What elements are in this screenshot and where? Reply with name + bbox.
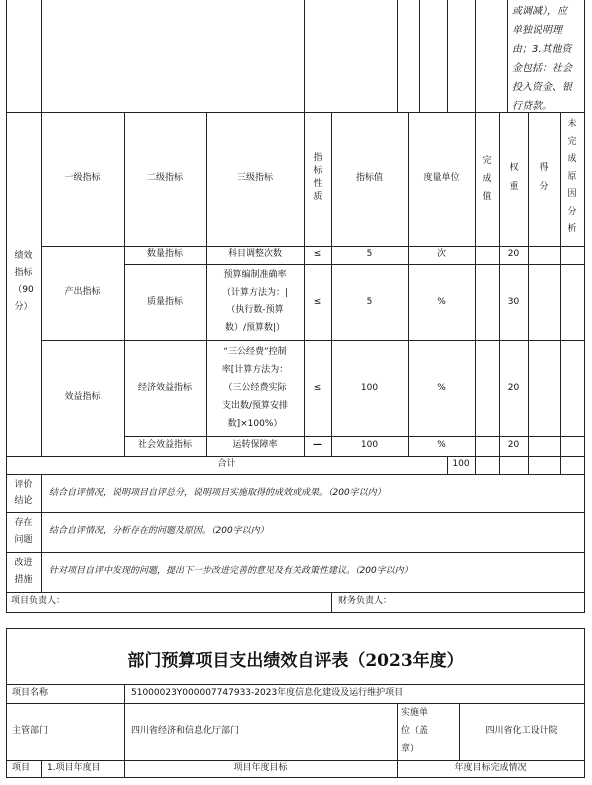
header-reason-char: 未 bbox=[567, 119, 577, 129]
row-nature: ≤ bbox=[313, 249, 322, 259]
row-unit: % bbox=[437, 383, 446, 393]
impl-unit-label bbox=[401, 704, 428, 758]
row-weight: 20 bbox=[507, 249, 520, 259]
finance-owner-label: 财务负责人： bbox=[338, 596, 393, 606]
row-level3-line: 数）/预算数|） bbox=[224, 322, 286, 333]
row-value: 100 bbox=[360, 440, 379, 450]
row-unit: % bbox=[437, 440, 446, 450]
total-weight: 100 bbox=[452, 459, 470, 469]
row-level3 bbox=[206, 267, 304, 337]
header-weight-char: 权 bbox=[509, 163, 519, 173]
row-nature: — bbox=[313, 440, 322, 450]
row-weight: 30 bbox=[507, 297, 520, 307]
impl-unit-value: 四川省化工设计院 bbox=[485, 726, 558, 736]
header-score-char: 分 bbox=[539, 182, 549, 192]
row-level3-line: “三公经费”控制 bbox=[223, 347, 287, 357]
header-level3: 三级指标 bbox=[236, 173, 273, 183]
evaluation-label-line: 结论 bbox=[14, 496, 33, 506]
row-unit: % bbox=[437, 297, 446, 307]
header-nature-char: 标 bbox=[313, 166, 323, 176]
row-level3-line: 支出数/预算安排 bbox=[221, 401, 289, 411]
row-level3-line: （三公经费实际 bbox=[223, 383, 287, 393]
row-value: 100 bbox=[360, 383, 379, 393]
header-done-char: 完 bbox=[482, 156, 492, 166]
row-level3: 科目调整次数 bbox=[227, 249, 282, 259]
row-level2: 质量指标 bbox=[146, 297, 183, 307]
header-score-char: 得 bbox=[539, 163, 549, 173]
row-level3-line: （执行数-预算 bbox=[226, 305, 284, 315]
header-done-char: 值 bbox=[482, 192, 492, 202]
evaluation-text: 结合自评情况，说明项目自评总分，说明项目实施取得的成效或成果。（200字以内） bbox=[49, 488, 386, 498]
impl-unit-label-line: 章） bbox=[401, 744, 420, 754]
bottom-annual-goal-header: 项目年度目标 bbox=[233, 763, 288, 773]
header-nature-char: 质 bbox=[313, 192, 323, 202]
row-weight: 20 bbox=[507, 440, 520, 450]
top-note-line: 或调减），应 bbox=[512, 6, 567, 17]
header-reason-char: 因 bbox=[567, 189, 577, 199]
bottom-project-label: 项目 bbox=[12, 763, 31, 773]
bottom-annual-goal-label: 1.项目年度目 bbox=[47, 763, 101, 773]
output-indicator: 产出指标 bbox=[64, 287, 101, 297]
benefit-indicator: 效益指标 bbox=[64, 392, 101, 402]
top-note-line: 由；3.其他资 bbox=[512, 44, 572, 55]
header-reason-char: 析 bbox=[567, 224, 577, 234]
top-note-line: 行贷款。 bbox=[512, 101, 552, 112]
project-name-label: 项目名称 bbox=[12, 688, 49, 698]
impl-unit-label-line: 实施单 bbox=[401, 708, 429, 718]
row-nature: ≤ bbox=[313, 383, 322, 393]
row-level3: 运转保障率 bbox=[232, 440, 278, 450]
header-level2: 二级指标 bbox=[146, 173, 183, 183]
header-weight bbox=[507, 162, 521, 194]
header-reason-char: 分 bbox=[567, 206, 577, 217]
row-level3-line: 预算编制准确率 bbox=[223, 270, 287, 280]
header-level1: 一级指标 bbox=[64, 173, 101, 183]
row-level3-line: 数]×100%） bbox=[227, 419, 283, 429]
problems-label-line: 问题 bbox=[14, 535, 33, 545]
header-nature bbox=[311, 152, 325, 204]
impl-unit-label-line: 位（盖 bbox=[401, 726, 429, 736]
row-level3-line: 率[计算方法为： bbox=[221, 365, 289, 375]
improve-label-line: 改进 bbox=[14, 558, 33, 568]
problems-text: 结合自评情况，分析存在的问题及原因。（200字以内） bbox=[49, 526, 269, 536]
improve-text: 针对项目自评中发现的问题，提出下一步改进完善的意见及有关政策性建议。（200字以内） bbox=[49, 566, 413, 576]
perf-label-line: 分） bbox=[14, 302, 33, 312]
row-value: 5 bbox=[366, 249, 373, 259]
improve-label-line: 措施 bbox=[14, 575, 33, 585]
perf-label-line: 指标 bbox=[14, 268, 33, 278]
evaluation-label-line: 评价 bbox=[14, 480, 33, 490]
project-owner-label: 项目负责人： bbox=[11, 596, 66, 606]
row-level3-line: （计算方法为：| bbox=[221, 287, 289, 298]
header-done-char: 成 bbox=[482, 174, 492, 184]
header-reason bbox=[565, 116, 579, 239]
top-note-line: 金包括：社会 bbox=[512, 63, 572, 74]
row-level2: 数量指标 bbox=[146, 249, 183, 259]
problems-label bbox=[6, 515, 41, 549]
row-value: 5 bbox=[366, 297, 373, 307]
header-reason-char: 完 bbox=[567, 136, 577, 147]
row-level2: 经济效益指标 bbox=[137, 383, 192, 393]
row-level2: 社会效益指标 bbox=[137, 440, 192, 450]
perf-label-line: 绩效 bbox=[14, 251, 33, 261]
row-unit: 次 bbox=[436, 249, 446, 259]
problems-label-line: 存在 bbox=[14, 518, 33, 528]
row-level3 bbox=[206, 343, 304, 433]
header-nature-char: 指 bbox=[313, 153, 323, 163]
evaluation-label bbox=[6, 477, 41, 509]
row-weight: 20 bbox=[507, 383, 520, 393]
form-title: 部门预算项目支出绩效自评表（2023年度） bbox=[127, 651, 464, 671]
dept-value: 四川省经济和信息化厅部门 bbox=[131, 726, 240, 736]
project-name-value: 51000023Y000007747933-2023年度信息化建设及运行维护项目 bbox=[131, 688, 404, 698]
header-reason-char: 原 bbox=[567, 171, 577, 182]
header-weight-char: 重 bbox=[509, 182, 519, 192]
total-label: 合计 bbox=[217, 459, 236, 469]
perf-label-line: （90 bbox=[13, 285, 34, 295]
header-unit: 度量单位 bbox=[423, 173, 460, 183]
row-nature: ≤ bbox=[313, 297, 322, 307]
dept-label: 主管部门 bbox=[12, 726, 49, 736]
top-note-line: 投入资金、银 bbox=[512, 82, 572, 93]
top-note-line: 单独说明理 bbox=[512, 25, 562, 36]
header-done bbox=[480, 155, 494, 204]
header-reason-char: 成 bbox=[567, 154, 577, 164]
top-note bbox=[512, 2, 586, 116]
header-nature-char: 性 bbox=[313, 179, 323, 189]
header-value: 指标值 bbox=[355, 173, 383, 183]
header-score bbox=[537, 162, 551, 194]
bottom-goal-completion-header: 年度目标完成情况 bbox=[454, 763, 527, 773]
perf-indicator-label bbox=[6, 248, 41, 316]
improve-label bbox=[6, 555, 41, 589]
